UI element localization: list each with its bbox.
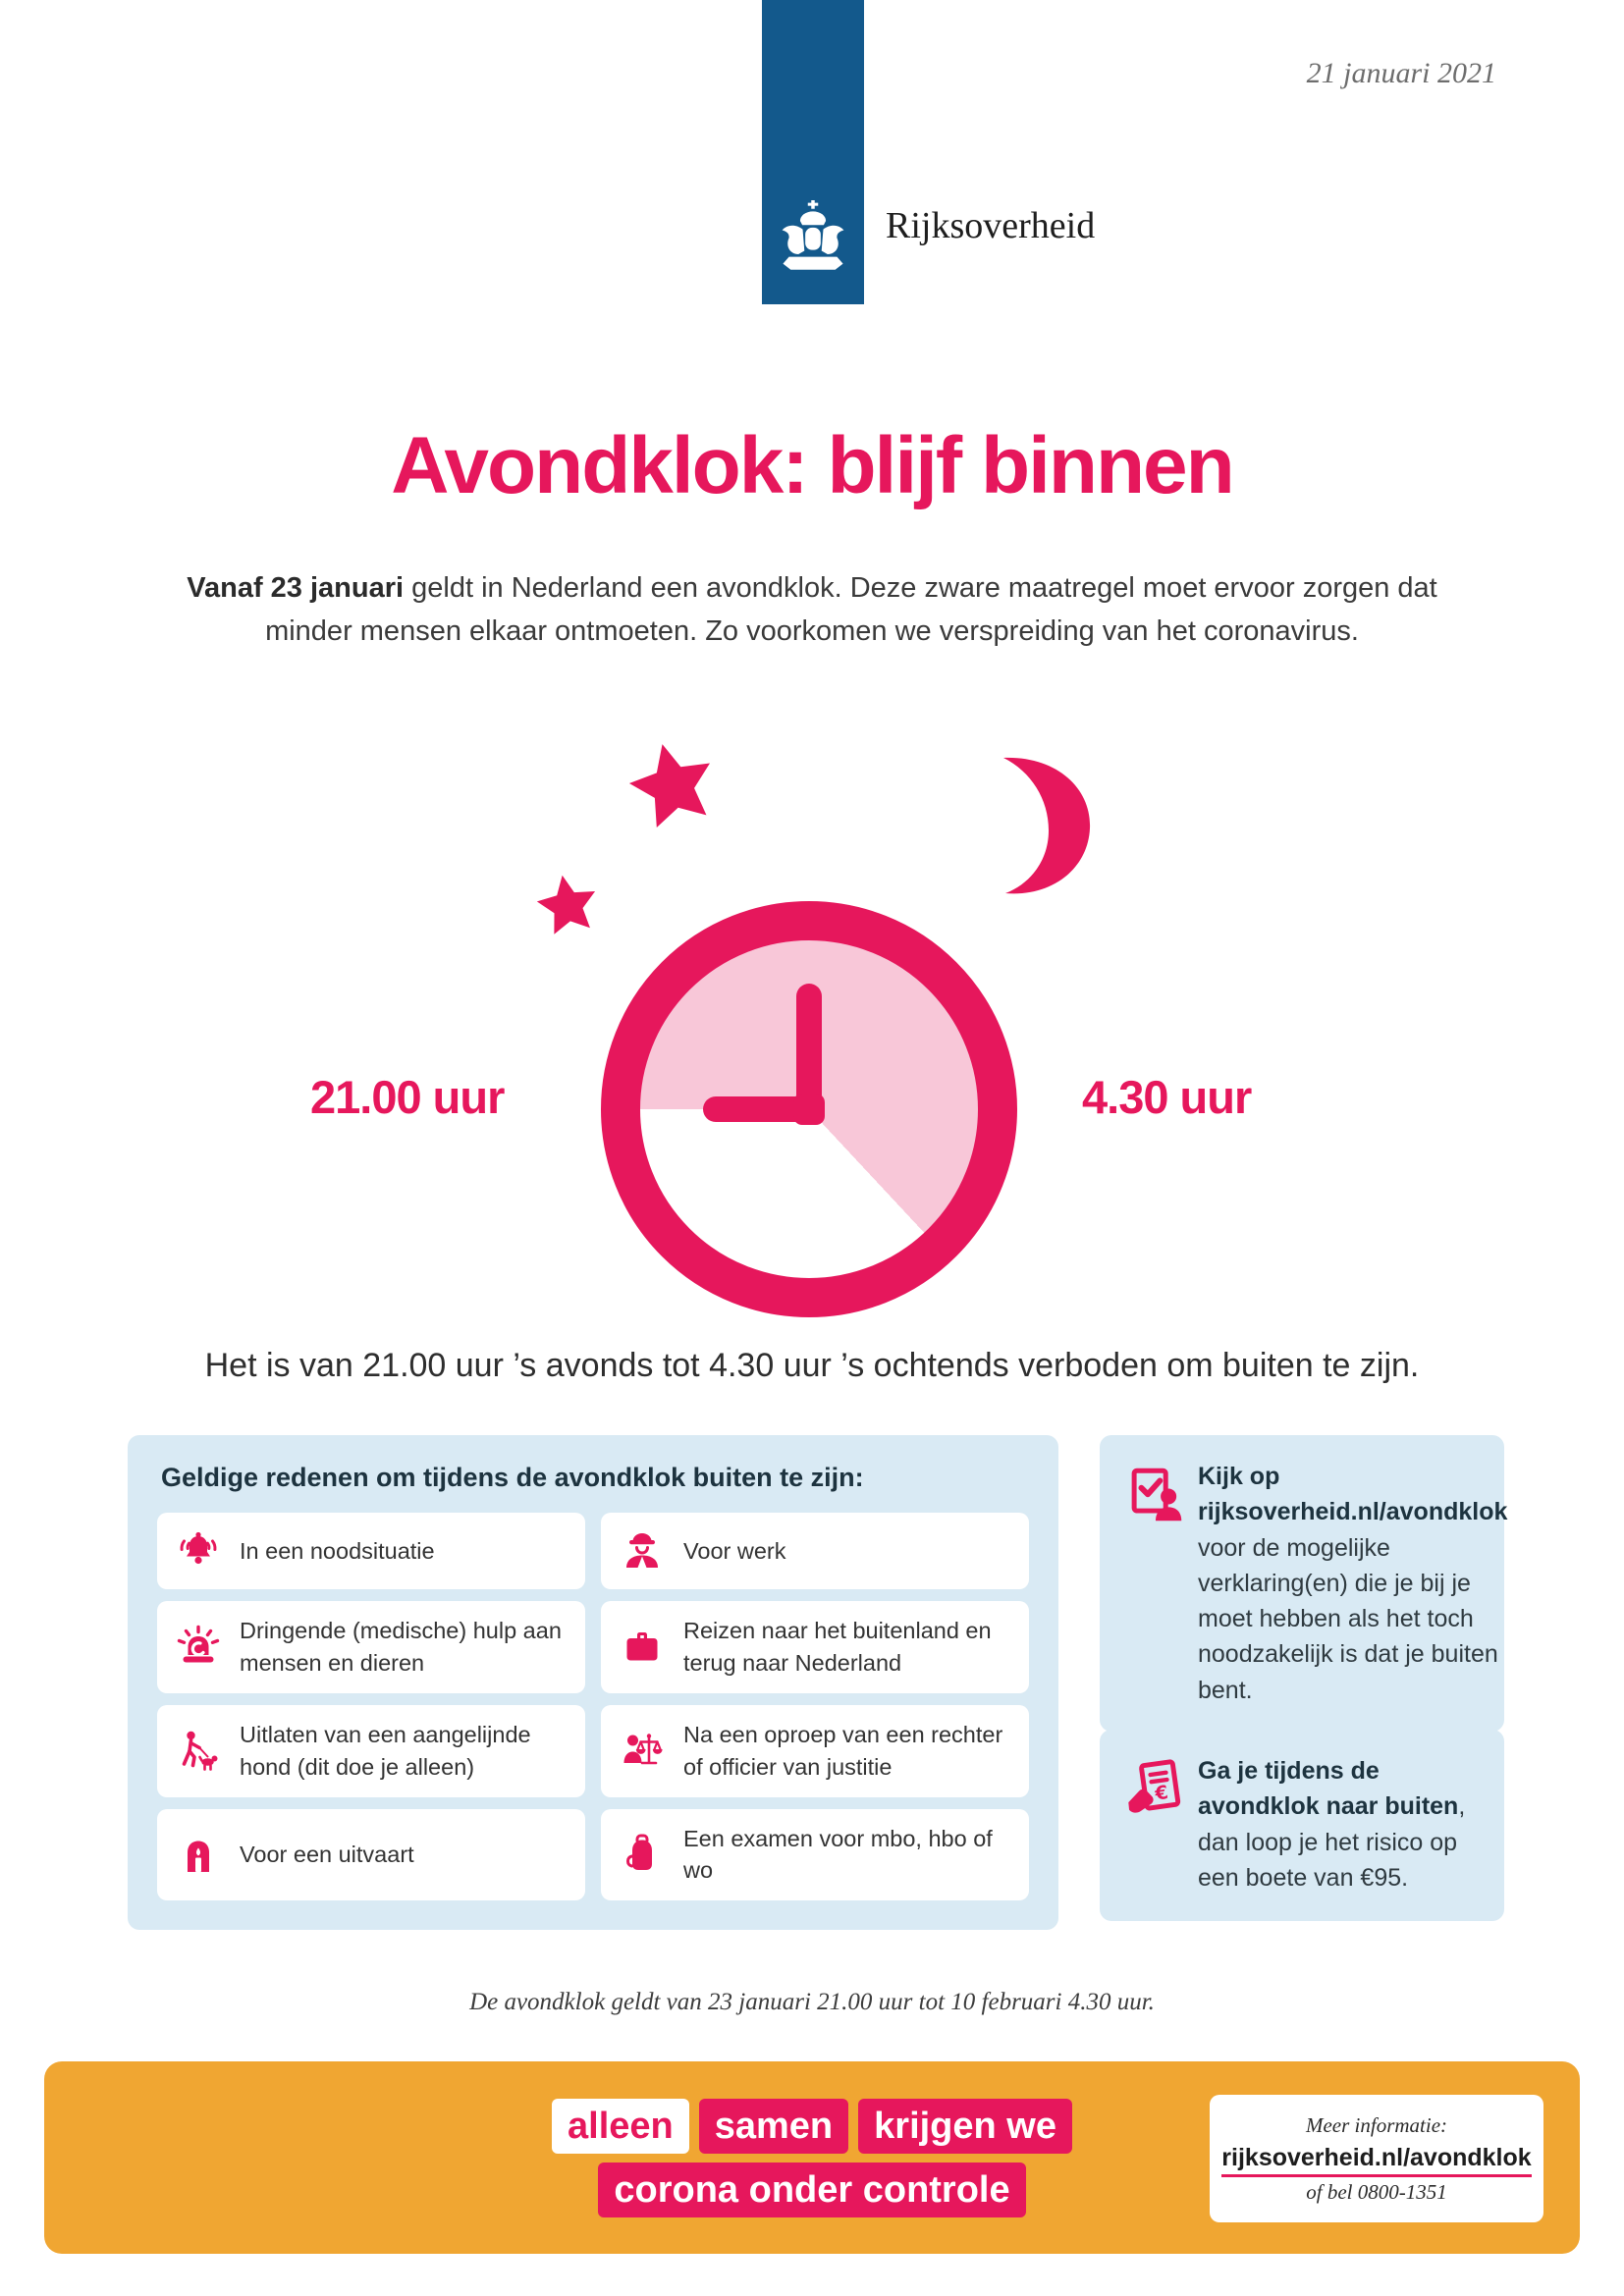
declaration-rest: voor de mogelijke verklaring(en) die je bij je moet hebben als het toch noodzakelijk is dat je buiten bent.	[1198, 1533, 1498, 1704]
reason-label: Reizen naar het buitenland en terug naar Nederland	[683, 1618, 992, 1676]
reason-label: Uitlaten van een aangelijnde hond (dit doe je alleen)	[240, 1721, 531, 1780]
intro-rest: geldt in Nederland een avondklok. Deze zware maatregel moet ervoor zorgen dat minder mensen elkaar ontmoeten. Zo voorkomen we verspreiding van het coronavirus.	[265, 572, 1437, 647]
declaration-text	[1198, 1459, 1507, 1708]
reason-card-court-summons	[601, 1705, 1029, 1797]
justice-scales-icon	[619, 1728, 666, 1775]
intro-lead: Vanaf 23 januari	[187, 572, 405, 604]
validity-note: De avondklok geldt van 23 januari 21.00 uur tot 10 februari 4.30 uur.	[469, 1989, 1155, 2015]
fine-lead: Ga je tijdens de avondklok naar buiten	[1198, 1757, 1459, 1821]
rijksoverheid-logo-bar	[762, 0, 864, 304]
reason-label: Dringende (medische) hulp aan mensen en dieren	[240, 1618, 562, 1676]
more-info-link[interactable]: rijksoverheid.nl/avondklok	[1221, 2142, 1531, 2178]
reason-label: Een examen voor mbo, hbo of wo	[683, 1825, 993, 1884]
curfew-start-time: 21.00 uur	[310, 1071, 505, 1123]
page-title: Avondklok: blijf binnen	[391, 421, 1233, 510]
siren-icon	[175, 1624, 222, 1671]
valid-reasons-panel	[128, 1435, 1058, 1930]
svg-text:€: €	[1154, 1782, 1170, 1805]
more-info-label: Meer informatie:	[1305, 2113, 1448, 2137]
bell-icon	[175, 1527, 222, 1575]
star-icon	[531, 869, 604, 941]
campaign-footer	[44, 2061, 1580, 2254]
document-check-person-icon	[1121, 1459, 1198, 1708]
reason-card-funeral	[157, 1809, 585, 1901]
valid-reasons-heading: Geldige redenen om tijdens de avondklok buiten te zijn:	[161, 1463, 864, 1492]
reason-label: In een noodsituatie	[240, 1537, 435, 1564]
clock-illustration	[601, 901, 1017, 1317]
construction-worker-icon	[619, 1527, 666, 1575]
reason-label: Voor werk	[683, 1537, 786, 1564]
fine-text	[1198, 1753, 1483, 1897]
clock-center-cap	[793, 1094, 825, 1125]
reason-card-medical-help	[157, 1601, 585, 1693]
more-info-box	[1210, 2095, 1543, 2222]
suitcase-icon	[619, 1624, 666, 1671]
star-icon	[619, 731, 726, 838]
declaration-info-box	[1100, 1435, 1508, 1732]
fine-rest: , dan loop je het risico op een boete van €95.	[1198, 1792, 1466, 1892]
curfew-end-time: 4.30 uur	[1082, 1071, 1252, 1123]
reason-card-dog	[157, 1705, 585, 1797]
slogan-word-alleen: alleen	[552, 2099, 689, 2154]
moon-icon	[974, 754, 1092, 899]
dog-walk-icon	[175, 1728, 222, 1775]
fine-receipt-icon	[1121, 1753, 1198, 1897]
coat-of-arms-icon	[770, 200, 856, 294]
reason-label: Na een oproep van een rechter of officier van justitie	[683, 1721, 1003, 1780]
reason-label: Voor een uitvaart	[240, 1842, 414, 1867]
slogan-word-samen: samen	[699, 2099, 848, 2154]
declaration-lead: Kijk op rijksoverheid.nl/avondklok	[1198, 1463, 1508, 1526]
slogan-line-2	[598, 2163, 1025, 2217]
reason-card-work	[601, 1513, 1029, 1589]
reason-card-emergency	[157, 1513, 585, 1589]
slogan-line-1	[552, 2099, 1072, 2154]
reason-card-exam	[601, 1809, 1029, 1901]
slogan-word-krijgen-we: krijgen we	[858, 2099, 1072, 2154]
valid-reasons-grid	[157, 1513, 1029, 1900]
curfew-statement: Het is van 21.00 uur ’s avonds tot 4.30 uur ’s ochtends verboden om buiten te zijn.	[204, 1347, 1420, 1384]
more-info-phone: of bel 0800-1351	[1306, 2180, 1447, 2204]
document-date: 21 januari 2021	[1306, 57, 1496, 89]
funeral-candle-icon	[175, 1831, 222, 1878]
rijksoverheid-wordmark: Rijksoverheid	[886, 205, 1096, 246]
slogan-word-corona-onder-controle: corona onder controle	[598, 2163, 1025, 2217]
intro-paragraph	[159, 567, 1465, 653]
fine-info-box	[1100, 1730, 1504, 1921]
reason-card-travel	[601, 1601, 1029, 1693]
backpack-icon	[619, 1831, 666, 1878]
